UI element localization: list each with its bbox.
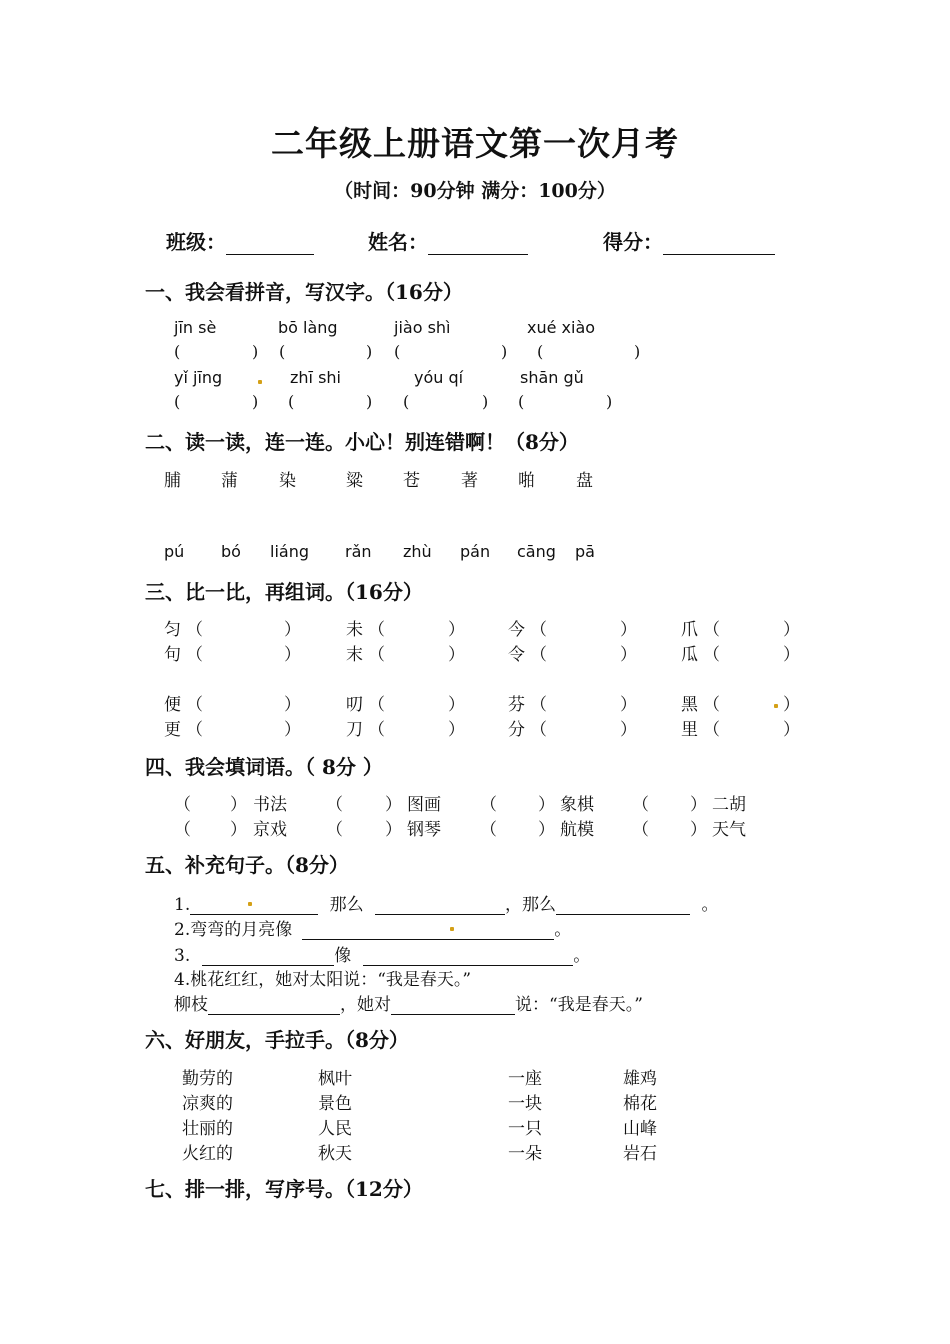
fill-word: 书法 — [253, 795, 287, 815]
page-title: 二年级上册语文第一次月考 — [271, 124, 679, 163]
sentence-blank[interactable] — [302, 921, 554, 940]
answer-paren-open: （ — [186, 645, 203, 665]
answer-paren-close: ) — [606, 392, 613, 411]
match-pinyin[interactable]: cāng — [517, 542, 556, 561]
match-char[interactable]: 脯 — [164, 471, 181, 491]
fill-word: 象棋 — [560, 795, 594, 815]
match-word[interactable]: 一朵 — [508, 1144, 542, 1164]
match-char[interactable]: 啪 — [518, 471, 535, 491]
match-word[interactable]: 山峰 — [623, 1119, 657, 1139]
answer-paren-open: （ — [530, 620, 547, 640]
match-char[interactable]: 蒲 — [221, 471, 238, 491]
answer-paren-open: （ — [530, 720, 547, 740]
match-char[interactable]: 盘 — [576, 471, 593, 491]
match-word[interactable]: 一座 — [508, 1069, 542, 1089]
answer-paren-open: （ — [703, 620, 720, 640]
section-6-heading: 六、好朋友，手拉手。（8分） — [145, 1028, 409, 1052]
compare-char: 末 — [346, 645, 363, 665]
answer-paren-open: ( — [174, 342, 181, 361]
class-field — [166, 226, 314, 255]
sentence-text: ，那么 — [505, 895, 557, 915]
match-pinyin[interactable]: zhù — [403, 542, 432, 561]
pinyin-item: jiào shì — [394, 318, 451, 337]
answer-paren-close: ) — [366, 392, 373, 411]
pinyin-item: yóu qí — [414, 368, 464, 387]
match-pinyin[interactable]: pā — [575, 542, 595, 561]
answer-paren-open: ( — [279, 342, 286, 361]
sentence-text: 。 — [701, 895, 719, 915]
match-word[interactable]: 人民 — [318, 1119, 352, 1139]
answer-paren-open: （ — [530, 695, 547, 715]
pinyin-item: bō làng — [278, 318, 338, 337]
sentence-text: 。 — [554, 920, 572, 940]
match-char[interactable]: 苍 — [403, 471, 420, 491]
sentence-1 — [174, 890, 718, 915]
answer-paren-open: （ — [632, 820, 649, 840]
answer-paren-close: ) — [634, 342, 641, 361]
pinyin-item: shān gǔ — [520, 368, 584, 387]
answer-paren-open: （ — [703, 695, 720, 715]
answer-paren-close: ） — [690, 795, 707, 815]
answer-paren-close: ) — [482, 392, 489, 411]
answer-paren-open: （ — [186, 695, 203, 715]
match-word[interactable]: 壮丽的 — [182, 1119, 233, 1139]
answer-paren-close: ） — [783, 620, 800, 640]
answer-paren-open: （ — [530, 645, 547, 665]
fill-word: 图画 — [407, 795, 441, 815]
compare-char: 便 — [164, 695, 181, 715]
compare-char: 未 — [346, 620, 363, 640]
answer-paren-close: ） — [538, 820, 555, 840]
match-word[interactable]: 一只 — [508, 1119, 542, 1139]
answer-paren-open: （ — [326, 820, 343, 840]
section-5-heading: 五、补充句子。（8分） — [145, 853, 349, 877]
answer-paren-open: （ — [703, 645, 720, 665]
answer-paren-close: ) — [252, 392, 259, 411]
compare-char: 刀 — [346, 720, 363, 740]
answer-paren-open: ( — [537, 342, 544, 361]
sentence-blank[interactable] — [208, 996, 340, 1015]
answer-paren-close: ） — [448, 620, 465, 640]
pinyin-item: xué xiào — [527, 318, 596, 337]
compare-char: 匀 — [164, 620, 181, 640]
sentence-2 — [174, 915, 571, 940]
fill-word: 钢琴 — [407, 820, 441, 840]
answer-paren-open: （ — [368, 720, 385, 740]
name-field — [368, 226, 528, 255]
answer-paren-close: ） — [284, 645, 301, 665]
class-blank[interactable] — [226, 232, 314, 255]
fill-word: 二胡 — [712, 795, 746, 815]
match-word[interactable]: 火红的 — [182, 1144, 233, 1164]
section-1-heading: 一、我会看拼音，写汉字。（16分） — [145, 280, 463, 304]
answer-paren-close: ） — [538, 795, 555, 815]
answer-paren-open: （ — [368, 645, 385, 665]
answer-paren-close: ） — [385, 795, 402, 815]
sentence-blank[interactable] — [363, 947, 573, 966]
answer-paren-open: （ — [632, 795, 649, 815]
answer-paren-close: ） — [230, 795, 247, 815]
pinyin-item: yǐ jīng — [174, 368, 223, 387]
sentence-text: 像 — [334, 946, 352, 966]
answer-paren-close: ） — [284, 695, 301, 715]
speck-mark — [450, 927, 454, 931]
answer-paren-close: ） — [783, 720, 800, 740]
answer-paren-open: （ — [326, 795, 343, 815]
answer-paren-open: ( — [394, 342, 401, 361]
compare-char: 爪 — [681, 620, 698, 640]
name-label: 姓名： — [368, 230, 428, 254]
compare-char: 句 — [164, 645, 181, 665]
sentence-blank[interactable] — [202, 947, 334, 966]
answer-paren-open: ( — [174, 392, 181, 411]
class-label: 班级： — [166, 230, 226, 254]
answer-paren-close: ） — [448, 695, 465, 715]
answer-paren-close: ） — [690, 820, 707, 840]
answer-paren-close: ） — [783, 645, 800, 665]
match-pinyin[interactable]: rǎn — [345, 542, 372, 561]
answer-paren-open: （ — [174, 820, 191, 840]
compare-char: 叨 — [346, 695, 363, 715]
section-3-heading: 三、比一比，再组词。（16分） — [145, 580, 423, 604]
score-blank[interactable] — [663, 232, 775, 255]
answer-paren-open: （ — [480, 820, 497, 840]
match-pinyin[interactable]: pú — [164, 542, 185, 561]
answer-paren-open: （ — [186, 620, 203, 640]
match-char[interactable]: 粱 — [346, 471, 363, 491]
speck-mark — [248, 902, 252, 906]
exam-subtitle: （时间：90分钟 满分：100分） — [334, 180, 616, 202]
answer-paren-close: ） — [783, 695, 800, 715]
name-blank[interactable] — [428, 232, 528, 255]
answer-paren-close: ） — [230, 820, 247, 840]
speck-mark — [258, 380, 262, 384]
compare-char: 今 — [508, 620, 525, 640]
answer-paren-open: （ — [174, 795, 191, 815]
answer-paren-open: ( — [518, 392, 525, 411]
answer-paren-open: （ — [186, 720, 203, 740]
sentence-5 — [174, 990, 643, 1015]
sentence-text: 。 — [573, 946, 591, 966]
answer-paren-close: ） — [284, 720, 301, 740]
sentence-3 — [174, 941, 590, 966]
answer-paren-close: ） — [620, 620, 637, 640]
pinyin-item: zhī shi — [290, 368, 341, 387]
match-word[interactable]: 景色 — [318, 1094, 352, 1114]
sentence-blank[interactable] — [556, 896, 690, 915]
sentence-blank[interactable] — [375, 896, 505, 915]
sentence-blank[interactable] — [391, 996, 515, 1015]
answer-paren-open: （ — [480, 795, 497, 815]
match-pinyin[interactable]: pán — [460, 542, 491, 561]
answer-paren-close: ) — [252, 342, 259, 361]
compare-char: 令 — [508, 645, 525, 665]
compare-char: 黑 — [681, 695, 698, 715]
answer-paren-close: ） — [448, 720, 465, 740]
section-7-heading: 七、排一排，写序号。（12分） — [145, 1177, 423, 1201]
match-word[interactable]: 勤劳的 — [182, 1069, 233, 1089]
answer-paren-close: ） — [448, 645, 465, 665]
pinyin-item: jīn sè — [174, 318, 217, 337]
score-label: 得分： — [603, 230, 663, 254]
compare-char: 里 — [681, 720, 698, 740]
sentence-text: 1. — [174, 895, 191, 915]
compare-char: 分 — [508, 720, 525, 740]
match-word[interactable]: 凉爽的 — [182, 1094, 233, 1114]
sentence-text: 那么 — [329, 895, 364, 915]
answer-paren-close: ） — [385, 820, 402, 840]
fill-word: 航模 — [560, 820, 594, 840]
answer-paren-close: ) — [366, 342, 373, 361]
match-word[interactable]: 雄鸡 — [623, 1069, 657, 1089]
answer-paren-close: ） — [620, 645, 637, 665]
section-4-heading: 四、我会填词语。（ 8分 ） — [145, 755, 383, 779]
match-word[interactable]: 枫叶 — [318, 1069, 352, 1089]
speck-mark — [774, 704, 778, 708]
answer-paren-close: ） — [620, 720, 637, 740]
answer-paren-open: ( — [288, 392, 295, 411]
answer-paren-close: ） — [284, 620, 301, 640]
answer-paren-open: ( — [403, 392, 410, 411]
compare-char: 更 — [164, 720, 181, 740]
match-char[interactable]: 著 — [461, 471, 478, 491]
match-word[interactable]: 棉花 — [623, 1094, 657, 1114]
section-2-heading: 二、读一读，连一连。小心！别连错啊！（8分） — [145, 430, 579, 454]
compare-char: 瓜 — [681, 645, 698, 665]
answer-paren-open: （ — [368, 695, 385, 715]
match-word[interactable]: 岩石 — [623, 1144, 657, 1164]
answer-paren-close: ) — [501, 342, 508, 361]
sentence-text: 2.弯弯的月亮像 — [174, 920, 293, 940]
sentence-text: 说：“我是春天。” — [515, 995, 643, 1015]
answer-paren-open: （ — [703, 720, 720, 740]
sentence-text: 柳枝 — [174, 995, 208, 1015]
fill-word: 天气 — [712, 820, 746, 840]
match-pinyin[interactable]: bó — [221, 542, 241, 561]
fill-word: 京戏 — [253, 820, 287, 840]
sentence-text: ，她对 — [340, 995, 391, 1015]
answer-paren-open: （ — [368, 620, 385, 640]
match-word[interactable]: 秋天 — [318, 1144, 352, 1164]
score-field — [603, 226, 775, 255]
compare-char: 芬 — [508, 695, 525, 715]
sentence-blank[interactable] — [190, 896, 318, 915]
match-word[interactable]: 一块 — [508, 1094, 542, 1114]
match-pinyin[interactable]: liáng — [270, 542, 309, 561]
answer-paren-close: ） — [620, 695, 637, 715]
match-char[interactable]: 染 — [279, 471, 296, 491]
sentence-4: 4.桃花红红，她对太阳说：“我是春天。” — [174, 970, 472, 990]
sentence-text: 3. — [174, 946, 191, 966]
